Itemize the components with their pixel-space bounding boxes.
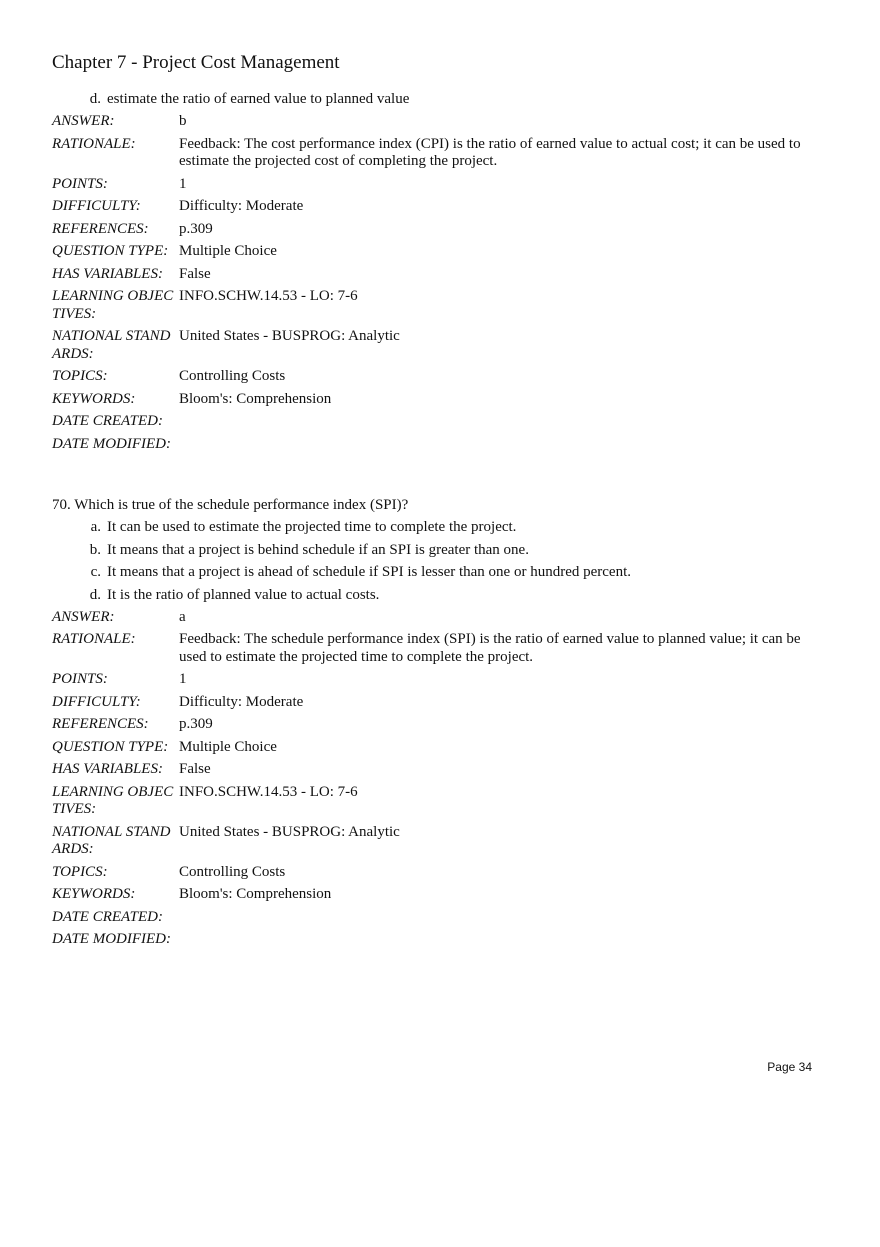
learning-objectives-label: LEARNING OBJECTIVES: bbox=[52, 288, 174, 322]
references-value: p.309 bbox=[179, 220, 213, 237]
option-text: It can be used to estimate the projected time to complete the project. bbox=[107, 519, 517, 535]
topics-row bbox=[52, 861, 822, 884]
question-69-block bbox=[52, 88, 822, 456]
date-created-label: DATE CREATED: bbox=[52, 908, 163, 925]
references-label: REFERENCES: bbox=[52, 220, 149, 237]
national-standards-value: United States - BUSPROG: Analytic bbox=[179, 823, 400, 840]
rationale-value: Feedback: The cost performance index (CPI) is the ratio of earned value to actual cost; it can be used to estimate the projected cost of completing the project. bbox=[179, 135, 801, 169]
date-modified-value bbox=[179, 931, 822, 949]
question-type-value: Multiple Choice bbox=[179, 738, 277, 755]
difficulty-label: DIFFICULTY: bbox=[52, 198, 141, 214]
has-variables-label: HAS VARIABLES: bbox=[52, 761, 163, 777]
keywords-label: KEYWORDS: bbox=[52, 390, 136, 407]
has-variables-label: HAS VARIABLES: bbox=[52, 265, 163, 282]
keywords-label: KEYWORDS: bbox=[52, 886, 136, 902]
option-text: It means that a project is ahead of schedule if SPI is lesser than one or hundred percent. bbox=[107, 564, 631, 580]
points-label: POINTS: bbox=[52, 671, 108, 687]
points-value: 1 bbox=[179, 671, 187, 687]
national-standards-value: United States - BUSPROG: Analytic bbox=[179, 328, 400, 344]
learning-objectives-row bbox=[52, 781, 822, 821]
difficulty-label: DIFFICULTY: bbox=[52, 693, 141, 710]
national-standards-row bbox=[52, 821, 822, 861]
keywords-row bbox=[52, 884, 822, 907]
date-modified-label: DATE MODIFIED: bbox=[52, 435, 171, 452]
option-text: It is the ratio of planned value to actual costs. bbox=[107, 586, 380, 603]
rationale-label: RATIONALE: bbox=[52, 631, 136, 647]
references-value: p.309 bbox=[179, 716, 213, 732]
learning-objectives-label: LEARNING OBJECTIVES: bbox=[52, 783, 174, 817]
learning-objectives-value: INFO.SCHW.14.53 - LO: 7-6 bbox=[179, 783, 358, 800]
question-stem: 70. Which is true of the schedule performance index (SPI)? bbox=[52, 497, 409, 513]
keywords-row bbox=[52, 388, 822, 411]
national-standards-label: NATIONAL STANDARDS: bbox=[52, 823, 171, 857]
date-modified-value bbox=[179, 436, 822, 454]
option-a bbox=[52, 516, 822, 539]
option-label: d. bbox=[89, 586, 101, 603]
rationale-label: RATIONALE: bbox=[52, 135, 136, 152]
national-standards-row bbox=[52, 326, 822, 366]
points-label: POINTS: bbox=[52, 175, 108, 192]
date-created-row bbox=[52, 906, 822, 929]
topics-value: Controlling Costs bbox=[179, 368, 286, 384]
topics-row bbox=[52, 366, 822, 389]
option-text: estimate the ratio of earned value to planned value bbox=[107, 91, 410, 107]
question-type-label: QUESTION TYPE: bbox=[52, 738, 169, 755]
references-label: REFERENCES: bbox=[52, 716, 149, 732]
answer-value: a bbox=[179, 608, 186, 625]
points-row bbox=[52, 669, 822, 692]
answer-row bbox=[52, 606, 822, 629]
references-row bbox=[52, 218, 822, 241]
option-label: c. bbox=[90, 564, 101, 580]
date-created-row bbox=[52, 411, 822, 434]
learning-objectives-value: INFO.SCHW.14.53 - LO: 7-6 bbox=[179, 288, 358, 304]
date-modified-row bbox=[52, 433, 822, 456]
references-row bbox=[52, 714, 822, 737]
option-label: d. bbox=[89, 91, 101, 107]
answer-value: b bbox=[179, 113, 187, 129]
difficulty-value: Difficulty: Moderate bbox=[179, 693, 304, 710]
learning-objectives-row bbox=[52, 286, 822, 326]
has-variables-value: False bbox=[179, 265, 211, 282]
option-d bbox=[52, 584, 822, 607]
question-70-block bbox=[52, 494, 822, 951]
answer-row bbox=[52, 111, 822, 134]
page-number: Page 34 bbox=[767, 1060, 812, 1074]
has-variables-row bbox=[52, 263, 822, 286]
question-type-label: QUESTION TYPE: bbox=[52, 243, 169, 259]
page-title: Chapter 7 - Project Cost Management bbox=[52, 52, 340, 73]
option-label: b. bbox=[89, 541, 101, 558]
rationale-value: Feedback: The schedule performance index (SPI) is the ratio of earned value to planned value; it can be used to estimate the projected time to complete the project. bbox=[179, 631, 801, 665]
topics-value: Controlling Costs bbox=[179, 863, 286, 880]
has-variables-value: False bbox=[179, 761, 211, 777]
option-d bbox=[52, 88, 822, 111]
option-c bbox=[52, 561, 822, 584]
date-modified-label: DATE MODIFIED: bbox=[52, 931, 171, 947]
option-text: It means that a project is behind schedule if an SPI is greater than one. bbox=[107, 541, 529, 558]
question-type-value: Multiple Choice bbox=[179, 243, 277, 259]
date-created-value bbox=[179, 909, 822, 927]
rationale-row bbox=[52, 629, 822, 669]
has-variables-row bbox=[52, 759, 822, 782]
answer-label: ANSWER: bbox=[52, 608, 115, 625]
date-modified-row bbox=[52, 929, 822, 952]
difficulty-row bbox=[52, 691, 822, 714]
option-b bbox=[52, 539, 822, 562]
difficulty-row bbox=[52, 196, 822, 219]
national-standards-label: NATIONAL STANDARDS: bbox=[52, 328, 171, 362]
keywords-value: Bloom's: Comprehension bbox=[179, 886, 332, 902]
option-label: a. bbox=[90, 519, 101, 535]
question-type-row bbox=[52, 241, 822, 264]
question-type-row bbox=[52, 736, 822, 759]
points-row bbox=[52, 173, 822, 196]
date-created-label: DATE CREATED: bbox=[52, 413, 163, 429]
topics-label: TOPICS: bbox=[52, 368, 108, 384]
answer-label: ANSWER: bbox=[52, 113, 115, 129]
topics-label: TOPICS: bbox=[52, 863, 108, 880]
date-created-value bbox=[179, 413, 822, 431]
rationale-row bbox=[52, 133, 822, 173]
points-value: 1 bbox=[179, 175, 187, 192]
keywords-value: Bloom's: Comprehension bbox=[179, 390, 332, 407]
difficulty-value: Difficulty: Moderate bbox=[179, 198, 304, 214]
